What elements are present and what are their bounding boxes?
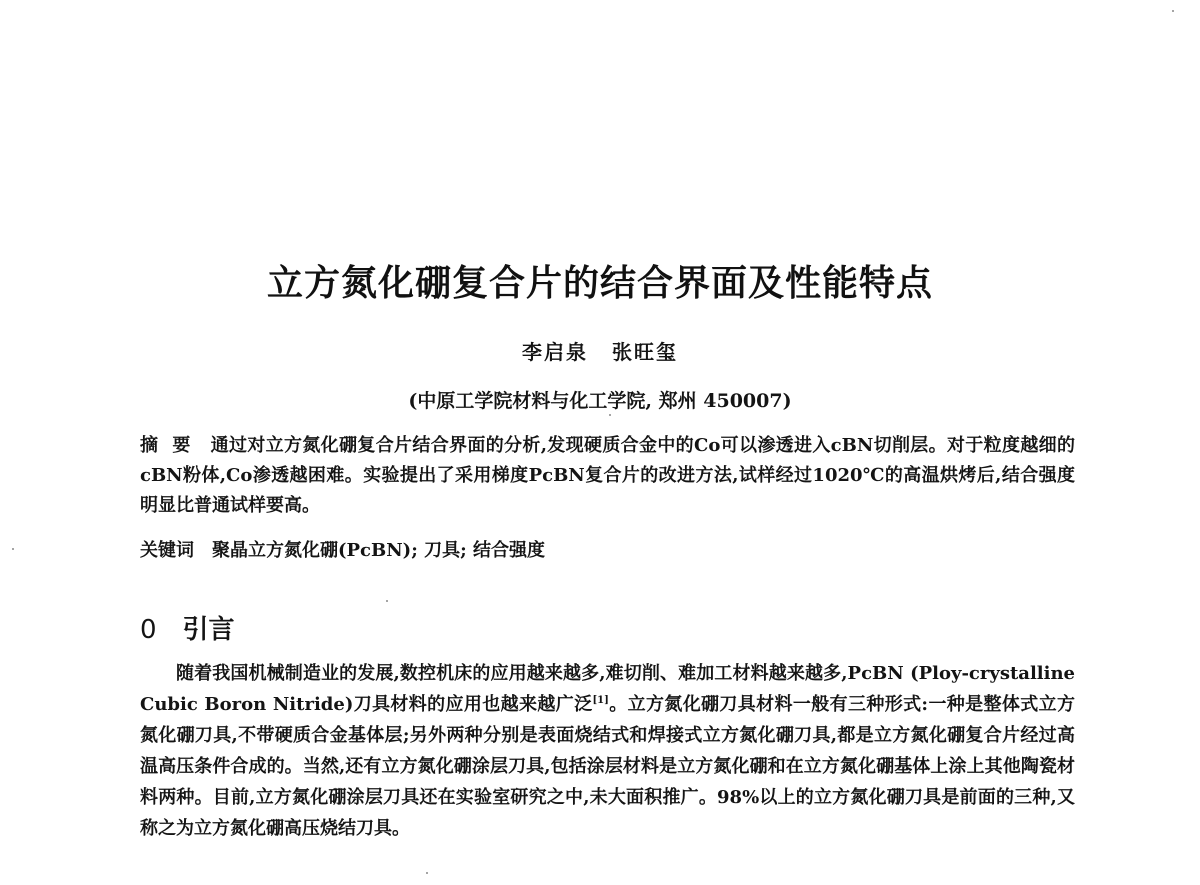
scan-speck — [386, 600, 388, 602]
abstract-text: 通过对立方氮化硼复合片结合界面的分析,发现硬质合金中的Co可以渗透进入cBN切削层。对于粒度越细的cBN粉体,Co渗透越困难。实验提出了采用梯度PcBN复合片的改进方法,试样经过1020℃的高温烘烤后,结合强度明显比普通试样要高。 — [140, 435, 1075, 516]
keywords — [140, 536, 1075, 566]
abstract — [140, 431, 1075, 521]
scan-speck — [609, 414, 611, 416]
section-number: 0 — [140, 615, 157, 645]
author-name: 李启泉 — [522, 340, 588, 364]
paper-title: 立方氮化硼复合片的结合界面及性能特点 — [266, 263, 933, 304]
keywords-text: 聚晶立方氮化硼(PcBN); 刀具; 结合强度 — [212, 540, 546, 561]
abstract-label: 摘要 — [140, 435, 205, 456]
scan-speck — [12, 548, 14, 550]
intro-paragraph — [140, 658, 1075, 844]
scan-speck — [426, 872, 428, 874]
paragraph-text: 随着我国机械制造业的发展,数控机床的应用越来越多,难切削、难加工材料越来越多,PcBN (Ploy-crystalline Cubic Boron Nitride)刀具材料的应用也越来越广泛 — [140, 663, 1075, 715]
author-name: 张旺玺 — [612, 340, 678, 364]
citation-ref: [1] — [592, 695, 609, 706]
scan-speck — [1172, 10, 1174, 12]
section-heading — [140, 610, 235, 650]
author-list — [0, 337, 1200, 367]
keywords-label: 关键词 — [140, 540, 194, 561]
section-title: 引言 — [182, 615, 235, 645]
paragraph-text: 。立方氮化硼刀具材料一般有三种形式:一种是整体式立方氮化硼刀具,不带硬质合金基体层;另外两种分别是表面烧结式和焊接式立方氮化硼刀具,都是立方氮化硼复合片经过高温高压条件合成的。当然,还有立方氮化硼涂层刀具,包括涂层材料是立方氮化硼和在立方氮化硼基体上涂上其他陶瓷材料两种。目前,立方氮化硼涂层刀具还在实验室研究之中,未大面积推广。98%以上的立方氮化硼刀具是前面的三种,又称之为立方氮化硼高压烧结刀具。 — [140, 694, 1075, 839]
affiliation: (中原工学院材料与化工学院, 郑州 450007) — [408, 390, 792, 412]
